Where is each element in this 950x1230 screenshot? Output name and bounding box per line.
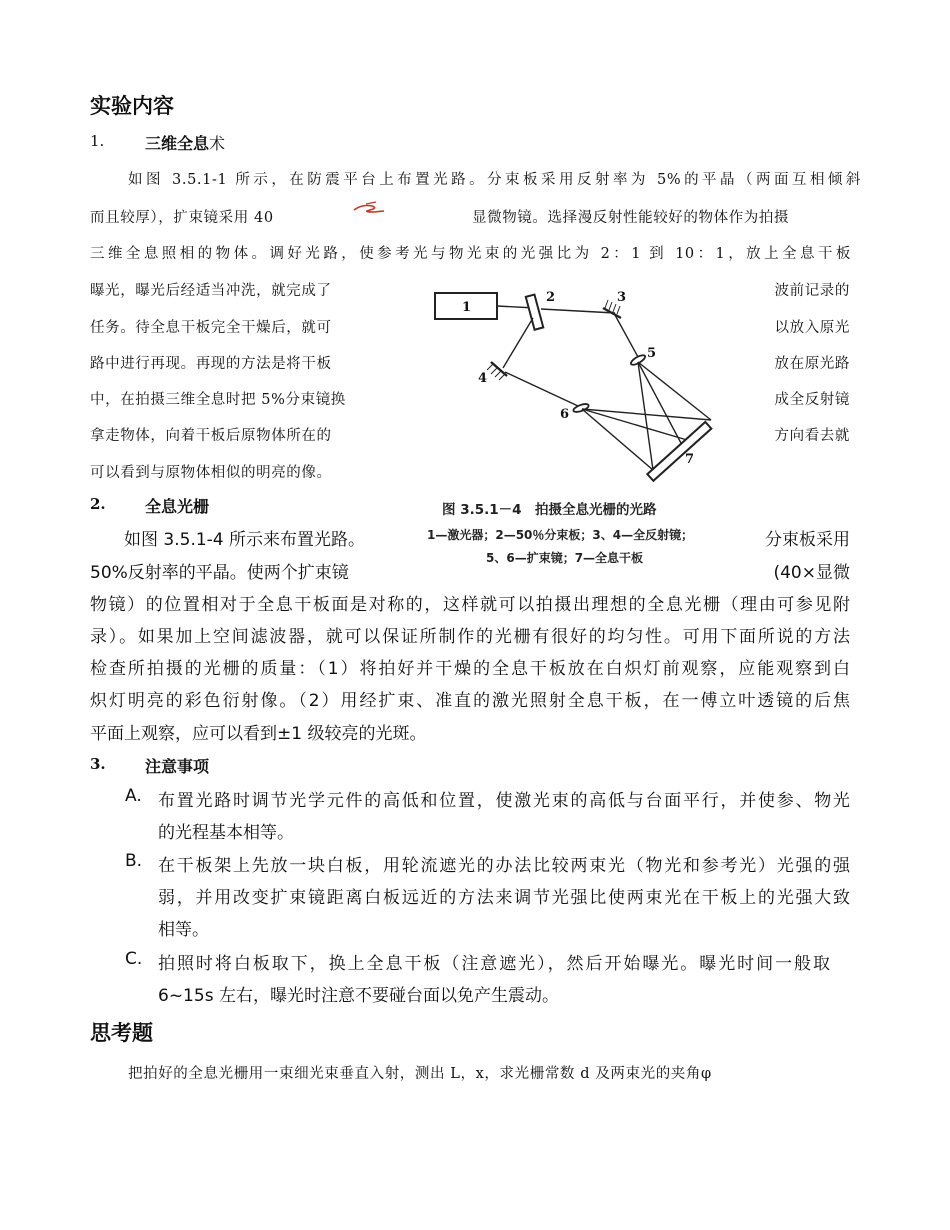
item2-line-5: 检查所拍摄的光栅的质量：（1）将拍好并干燥的全息干板放在白炽灯前观察，应能观察到白 — [90, 659, 850, 679]
note-a-line-1: 布置光路时调节光学元件的高低和位置，使激光束的高低与台面平行，并使参、物光 — [158, 791, 850, 811]
item1-left-6: 可以看到与原物体相似的明亮的像。 — [90, 465, 332, 481]
fig-label-7: 7 — [685, 452, 695, 467]
scan-artifact-mark — [348, 198, 392, 218]
item1-left-4: 中，在拍摄三维全息时把 5%分束镜换 — [90, 392, 346, 408]
item2-number: 2. — [90, 495, 106, 513]
note-c-label: C. — [125, 949, 143, 969]
figure-caption: 图 3.5.1－4 拍摄全息光栅的光路 — [442, 502, 657, 518]
item1-line-3: 三维全息照相的物体。调好光路，使参考光与物光束的光强比为 2：1 到 10：1，放上全息干板 — [90, 246, 851, 262]
item1-right-1: 波前记录的 — [774, 283, 850, 299]
note-a-line-2: 的光程基本相等。 — [158, 823, 294, 843]
item1-right-4: 成全反射镜 — [774, 392, 850, 408]
item3-title: 注意事项 — [145, 757, 210, 776]
item1-line-2b: 显微物镜。选择漫反射性能较好的物体作为拍摄 — [472, 210, 790, 226]
item2-line-1b: 分束板采用 — [765, 530, 850, 550]
item2-line-4: 录）。如果加上空间滤波器，就可以保证所制作的光栅有很好的均匀性。可用下面所说的方法 — [90, 627, 850, 647]
fig-label-5: 5 — [647, 346, 657, 361]
item1-title-bold: 三维全息 — [145, 134, 210, 153]
item1-left-2: 任务。待全息干板完全干燥后，就可 — [90, 320, 332, 336]
section-title-questions: 思考题 — [90, 1020, 153, 1045]
item2-line-1a: 如图 3.5.1-4 所示来布置光路。 — [124, 530, 366, 550]
note-c-line-2: 6~15s 左右，曝光时注意不要碰台面以免产生震动。 — [158, 986, 559, 1006]
item2-line-2a: 50%反射率的平晶。使两个扩束镜 — [90, 563, 349, 583]
fig-label-4: 4 — [478, 371, 488, 386]
item2-line-6: 炽灯明亮的彩色衍射像。（2）用经扩束、准直的激光照射全息干板，在一傅立叶透镜的后焦 — [90, 691, 850, 711]
item1-right-5: 方向看去就 — [774, 428, 850, 444]
fig-label-1: 1 — [462, 300, 472, 315]
item1-left-1: 曝光，曝光后经适当冲洗，就完成了 — [90, 283, 332, 299]
question-text: 把拍好的全息光栅用一束细光束垂直入射，测出 L，x，求光栅常数 d 及两束光的夹角φ — [128, 1066, 712, 1082]
item1-number: 1. — [90, 132, 105, 150]
figure-legend-1: 1—激光器；2—50％分束板；3、4—全反射镜； — [427, 528, 694, 542]
item2-line-2b: (40×显微 — [773, 563, 850, 583]
item1-line-1: 如图 3.5.1-1 所示，在防震平台上布置光路。分束板采用反射率为 5%的平晶（两面互相倾斜 — [128, 172, 861, 188]
note-b-label: B. — [125, 851, 143, 871]
note-b-line-2: 弱，并用改变扩束镜距离白板远近的方法来调节光强比使两束光在干板上的光强大致 — [158, 888, 850, 908]
item1-line-2a: 而且较厚），扩束镜采用 40 — [90, 210, 274, 226]
fig-label-3: 3 — [617, 290, 627, 305]
fig-label-6: 6 — [560, 407, 570, 422]
note-a-label: A. — [125, 786, 142, 806]
item1-title — [145, 131, 225, 154]
item1-right-2: 以放入原光 — [774, 320, 850, 336]
fig-label-2: 2 — [546, 290, 556, 305]
item1-left-3: 路中进行再现。再现的方法是将干板 — [90, 356, 332, 372]
section-title-experiment: 实验内容 — [90, 93, 174, 118]
item1-left-5: 拿走物体，向着干板后原物体所在的 — [90, 428, 332, 444]
note-b-line-1: 在干板架上先放一块白板，用轮流遮光的办法比较两束光（物光和参考光）光强的强 — [158, 856, 850, 876]
item1-title-tail: 术 — [209, 134, 226, 153]
item2-line-7: 平面上观察，应可以看到±1 级较亮的光斑。 — [90, 724, 427, 744]
figure-legend-2: 5、6—扩束镜；7—全息干板 — [486, 551, 644, 565]
item2-title: 全息光栅 — [145, 497, 210, 516]
note-c-line-1: 拍照时将白板取下，换上全息干板（注意遮光），然后开始曝光。曝光时间一般取 — [158, 954, 830, 974]
note-b-line-3: 相等。 — [158, 920, 209, 940]
item3-number: 3. — [90, 755, 106, 773]
item2-line-3: 物镜）的位置相对于全息干板面是对称的，这样就可以拍摄出理想的全息光栅（理由可参见附 — [90, 595, 850, 615]
item1-right-3: 放在原光路 — [774, 356, 850, 372]
